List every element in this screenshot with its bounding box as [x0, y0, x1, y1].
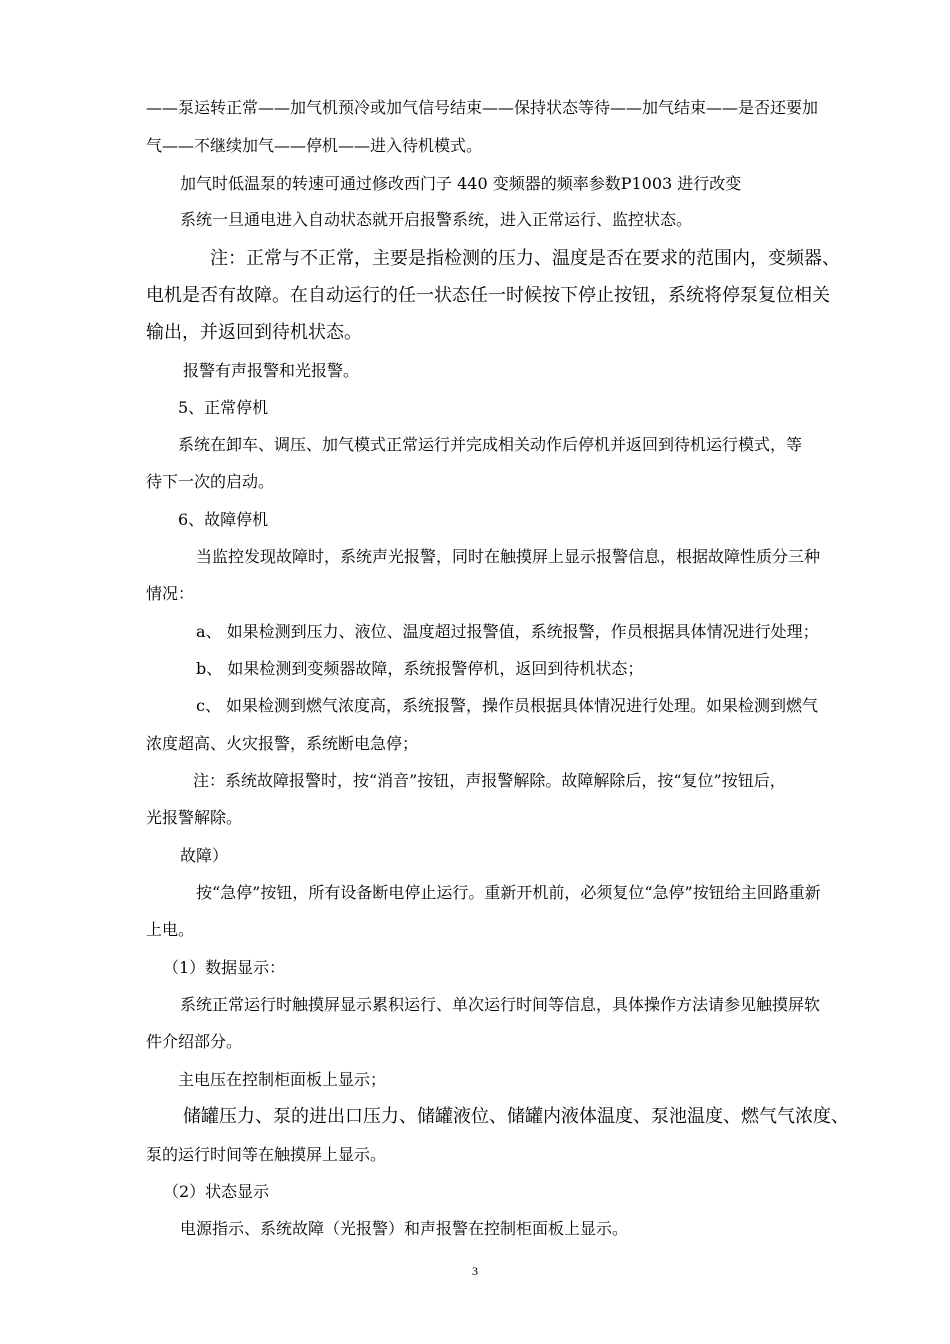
paragraph-line: 情况： [146, 584, 195, 603]
paragraph-line: 气——不继续加气——停机——进入待机模式。 [146, 136, 483, 155]
paragraph-line: 待下一次的启动。 [146, 472, 275, 491]
note-line: 输出，并返回到待机状态。 [146, 322, 362, 343]
paragraph-line: 按“急停”按钮，所有设备断电停止运行。重新开机前，必须复位“急停”按钮给主回路重新 [196, 883, 821, 902]
paragraph-line: 系统正常运行时触摸屏显示累积运行、单次运行时间等信息，具体操作方法请参见触摸屏软 [180, 995, 821, 1014]
paragraph-line: ——泵运转正常——加气机预冷或加气信号结束——保持状态等待——加气结束——是否还要加 [146, 98, 819, 117]
list-item: c、 如果检测到燃气浓度高，系统报警，操作员根据具体情况进行处理。如果检测到燃气 [196, 696, 819, 715]
paragraph-line: 上电。 [146, 920, 195, 939]
list-item: b、 如果检测到变频器故障，系统报警停机，返回到待机状态； [196, 659, 644, 678]
paragraph-line: 主电压在控制柜面板上显示； [178, 1070, 387, 1089]
list-item: a、 如果检测到压力、液位、温度超过报警值，系统报警，作员根据具体情况进行处理； [196, 622, 819, 641]
paragraph-line: 浓度超高、火灾报警，系统断电急停； [146, 734, 419, 753]
paragraph-line: 光报警解除。 [146, 808, 243, 827]
paragraph-line: 电源指示、系统故障（光报警）和声报警在控制柜面板上显示。 [180, 1219, 629, 1238]
note-line: 注：正常与不正常，主要是指检测的压力、温度是否在要求的范围内，变频器、 [210, 248, 840, 269]
note-line: 注：系统故障报警时，按“消音”按钮，声报警解除。故障解除后，按“复位”按钮后， [193, 771, 786, 790]
paragraph-line: 储罐压力、泵的进出口压力、储罐液位、储罐内液体温度、泵池温度、燃气气浓度、 [183, 1106, 849, 1127]
paragraph-line: 故障） [180, 846, 229, 865]
section-heading: 5、正常停机 [178, 398, 269, 417]
paragraph-line: 系统一旦通电进入自动状态就开启报警系统，进入正常运行、监控状态。 [180, 210, 693, 229]
page-number: 3 [472, 1264, 478, 1278]
paragraph-line: 系统在卸车、调压、加气模式正常运行并完成相关动作后停机并返回到待机运行模式，等 [178, 435, 803, 454]
paragraph-line: 件介绍部分。 [146, 1032, 243, 1051]
paragraph-line: 加气时低温泵的转速可通过修改西门子 440 变频器的频率参数P1003 进行改变 [180, 174, 742, 193]
section-heading: 6、故障停机 [178, 510, 269, 529]
section-heading: （2）状态显示 [163, 1182, 270, 1201]
paragraph-line: 当监控发现故障时，系统声光报警，同时在触摸屏上显示报警信息，根据故障性质分三种 [196, 547, 821, 566]
paragraph-line: 泵的运行时间等在触摸屏上显示。 [146, 1145, 387, 1164]
note-line: 电机是否有故障。在自动运行的任一状态任一时候按下停止按钮，系统将停泵复位相关 [146, 285, 830, 306]
section-heading: （1）数据显示： [163, 958, 286, 977]
paragraph-line: 报警有声报警和光报警。 [183, 361, 360, 380]
